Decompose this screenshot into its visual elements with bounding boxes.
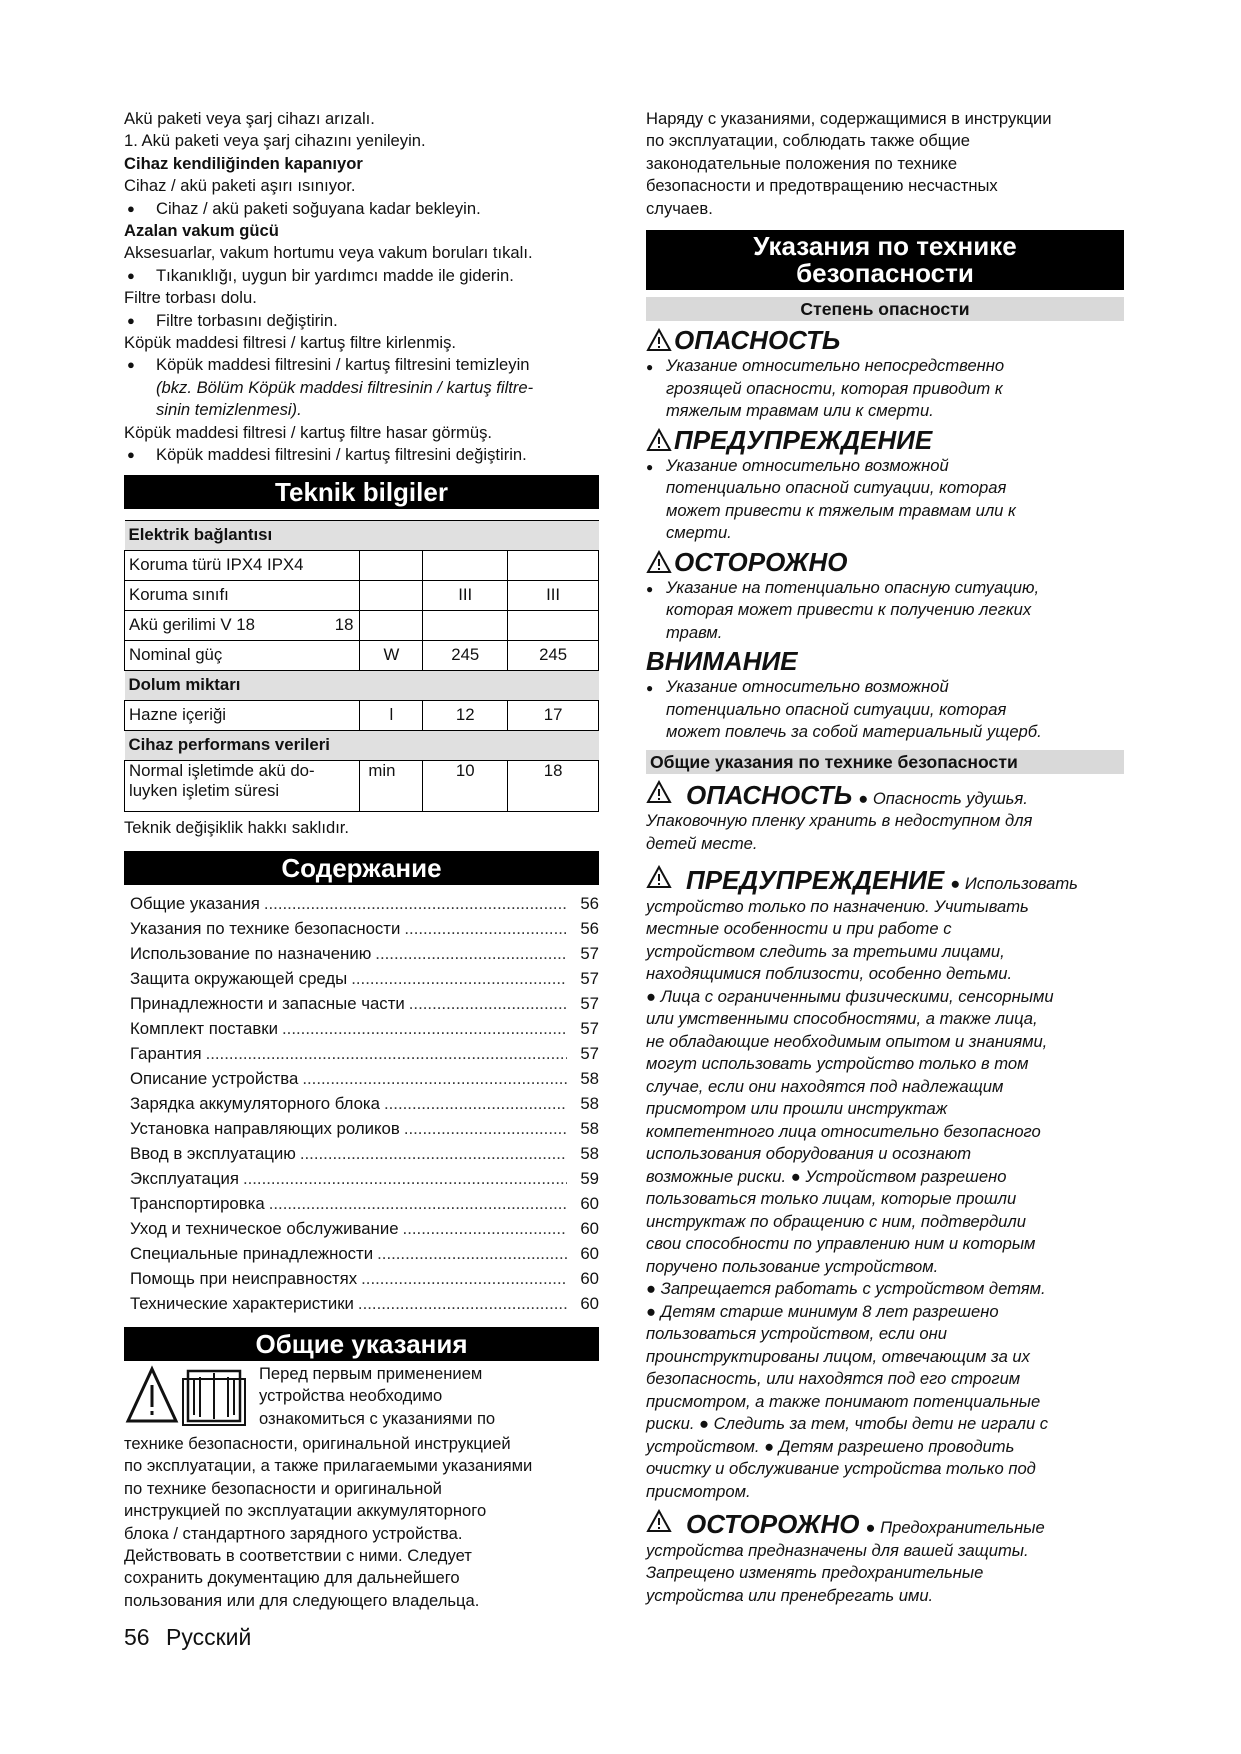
table-row — [125, 610, 599, 640]
caution-heading: ОСТОРОЖНО — [686, 1509, 860, 1540]
text-line: Действовать в соответствии с ними. Следует — [124, 1545, 472, 1565]
toc-page-number: 60 — [580, 1243, 599, 1263]
toc-entry — [124, 1091, 599, 1116]
read-manual-icons — [124, 1363, 259, 1433]
text-line: сохранить документацию для дальнейшего — [124, 1568, 460, 1588]
toc-leader-dots — [404, 1116, 567, 1141]
footer-language: Русский — [165, 1624, 252, 1650]
general-notes-intro-text — [259, 1363, 495, 1433]
hazard-level-heading: Степень опасности — [646, 297, 1124, 321]
toc-page-number: 57 — [580, 1043, 599, 1063]
toc-page-number: 57 — [580, 1018, 599, 1038]
text-line: не обладающие необходимым опытом и знаниями, — [646, 1031, 1048, 1051]
text-line: очистку и обслуживание устройства только под — [646, 1459, 1036, 1479]
text-line: возможные риски. ● Устройством разрешено — [646, 1166, 1007, 1186]
text-line: устройства предназначены для вашей защиты. — [646, 1540, 1029, 1560]
text-line: ● Указание относительно возможной — [646, 676, 1124, 699]
hazard-level — [646, 547, 1124, 645]
text-line: может привести к тяжелым травмам или к — [666, 500, 1016, 520]
toc-entry — [124, 916, 599, 941]
toc-page-number: 59 — [580, 1168, 599, 1188]
toc-entry — [124, 1016, 599, 1041]
text-line: ● Filtre torbasını değiştirin. — [124, 310, 599, 332]
text-line: безопасности и предотвращению несчастных — [646, 176, 998, 196]
text-line: безопасность, или находятся под его строгим — [646, 1369, 1021, 1389]
toc-page-number: 57 — [580, 993, 599, 1013]
toc-heading: Содержание — [124, 851, 599, 885]
text-line: Перед первым применением — [259, 1363, 483, 1383]
right-column — [646, 108, 1124, 1607]
table-row: Normal işletimde akü do- luyken işletim süresi min 10 18 — [125, 760, 599, 811]
warning-book-icon — [124, 1363, 254, 1429]
text-line: устройство только по назначению. Учитывать — [646, 896, 1029, 916]
tech-data-table — [124, 520, 599, 812]
toc-page-number: 56 — [580, 918, 599, 938]
safety-intro — [646, 108, 1124, 220]
toc-leader-dots — [264, 891, 567, 916]
toc-label: Указания по технике безопасности — [130, 918, 401, 938]
table-section: Elektrik bağlantısı — [125, 520, 599, 550]
text-line: устройством следить за третьими лицами, — [646, 941, 1005, 961]
text-line: пользоваться только лицам, которые прошли — [646, 1189, 1017, 1209]
text-line: устройством. ● Детям разрешено проводить — [646, 1436, 1015, 1456]
general-safety-heading: Общие указания по технике безопасности — [646, 750, 1124, 774]
text-line: Köpük maddesi filtresi / kartuş filtre kirlenmiş. — [124, 333, 456, 353]
hazard-level-name: ОПАСНОСТЬ — [674, 325, 841, 356]
text-line: по эксплуатации, а также прилагаемыми указаниями — [124, 1456, 533, 1476]
toc-entry — [124, 966, 599, 991]
text-line: по технике безопасности и оригинальной — [124, 1478, 442, 1498]
toc-leader-dots — [361, 1266, 567, 1291]
text-line: детей месте. — [646, 833, 758, 853]
text-line: могут использовать устройство только в том — [646, 1054, 1029, 1074]
text-line: пользоваться устройством, если они — [646, 1324, 947, 1344]
text-line: ● Köpük maddesi filtresini / kartuş filtresini temizleyin — [124, 354, 599, 376]
toc-leader-dots — [403, 1216, 567, 1241]
text-line: случаев. — [646, 198, 713, 218]
warning-heading: ПРЕДУПРЕЖДЕНИЕ — [686, 865, 945, 896]
toc-page-number: 57 — [580, 968, 599, 988]
toc-entry — [124, 1066, 599, 1091]
text-line: или умственными способностями, а также лица, — [646, 1009, 1038, 1029]
text-line: поручено пользование устройством. — [646, 1256, 939, 1276]
text-line: устройства необходимо — [259, 1386, 443, 1406]
text-line: присмотром. — [646, 1481, 751, 1501]
toc-entry — [124, 1241, 599, 1266]
table-row: Koruma türü IPX4 IPX4 — [125, 550, 599, 580]
safety-heading: Указания по технике безопасности — [646, 230, 1124, 290]
toc-entry — [124, 991, 599, 1016]
text-line: Köpük maddesi filtresi / kartuş filtre hasar görmüş. — [124, 422, 492, 442]
toc-page-number: 58 — [580, 1093, 599, 1113]
toc-label: Транспортировка — [130, 1193, 265, 1213]
text-line: по эксплуатации, соблюдать также общие — [646, 131, 970, 151]
toc-entry — [124, 1191, 599, 1216]
table-row: Koruma sınıfı III III — [125, 580, 599, 610]
text-line: ● Köpük maddesi filtresini / kartuş filtresini değiştirin. — [124, 444, 599, 466]
hazard-level-heading — [646, 646, 1124, 676]
section-title: Cihaz kendiliğinden kapanıyor — [124, 153, 363, 173]
danger-first-line: ● Опасность удушья. — [858, 788, 1028, 808]
toc-label: Специальные принадлежности — [130, 1243, 374, 1263]
text-line: Запрещено изменять предохранительные — [646, 1563, 984, 1583]
text-line: местные особенности и при работе с — [646, 919, 952, 939]
hazard-level-heading — [646, 547, 1124, 577]
toc-leader-dots — [409, 991, 567, 1016]
warning-block — [646, 865, 1124, 1503]
general-notes-heading: Общие указания — [124, 1327, 599, 1361]
tech-data-heading: Teknik bilgiler — [124, 475, 599, 509]
toc-label: Гарантия — [130, 1043, 202, 1063]
hazard-level — [646, 325, 1124, 423]
text-line: присмотром или прошли инструктаж — [646, 1099, 948, 1119]
toc-label: Защита окружающей среды — [130, 968, 348, 988]
tech-note: Teknik değişiklik hakkı saklıdır. — [124, 817, 350, 837]
general-notes-text — [124, 1433, 599, 1612]
text-line: Упаковочную пленку хранить в недоступном для — [646, 811, 1033, 831]
warning-triangle-icon — [646, 328, 674, 352]
text-line: потенциально опасной ситуации, которая — [666, 699, 1007, 719]
toc-label: Использование по назначению — [130, 943, 372, 963]
hazard-level-heading — [646, 425, 1124, 455]
toc-leader-dots — [375, 941, 567, 966]
toc-label: Установка направляющих роликов — [130, 1118, 400, 1138]
text-line: смерти. — [666, 523, 732, 543]
warning-triangle-icon — [646, 780, 672, 804]
text-line: использования оборудования и осознают — [646, 1144, 972, 1164]
text-line: технике безопасности, оригинальной инструкцией — [124, 1433, 511, 1453]
table-row: Nominal güç W 245 245 — [125, 640, 599, 670]
toc-label: Эксплуатация — [130, 1168, 239, 1188]
text-line: ознакомиться с указаниями по — [259, 1408, 496, 1428]
text-line: блока / стандартного зарядного устройства. — [124, 1523, 463, 1543]
table-of-contents — [124, 891, 599, 1316]
toc-entry — [124, 1166, 599, 1191]
text-line: ● Tıkanıklığı, uygun bir yardımcı madde ile giderin. — [124, 265, 599, 287]
toc-leader-dots — [351, 966, 567, 991]
danger-heading: ОПАСНОСТЬ — [686, 779, 853, 810]
toc-leader-dots — [206, 1041, 567, 1066]
text-line: пользования или для следующего владельца. — [124, 1590, 480, 1610]
hazard-level — [646, 646, 1124, 744]
text-line: потенциально опасной ситуации, которая — [666, 478, 1007, 498]
toc-leader-dots — [384, 1091, 567, 1116]
toc-label: Общие указания — [130, 893, 260, 913]
toc-label: Уход и техническое обслуживание — [130, 1218, 399, 1238]
text-line: Cihaz / akü paketi aşırı ısınıyor. — [124, 176, 356, 196]
toc-label: Комплект поставки — [130, 1018, 279, 1038]
toc-label: Технические характеристики — [130, 1293, 354, 1313]
toc-entry — [124, 1141, 599, 1166]
hazard-levels — [646, 325, 1124, 744]
page-number: 56 — [124, 1624, 150, 1650]
left-column — [124, 108, 599, 1612]
text-line: которая может привести к получению легких — [666, 600, 1032, 620]
text-line: устройства или пренебрегать ими. — [646, 1585, 934, 1605]
warning-triangle-icon — [646, 428, 674, 452]
toc-entry — [124, 1291, 599, 1316]
toc-page-number: 58 — [580, 1118, 599, 1138]
toc-label: Зарядка аккумуляторного блока — [130, 1093, 380, 1113]
row-extra-value: 18 — [334, 615, 354, 634]
warning-first-line: ● Использовать — [950, 874, 1078, 894]
toc-leader-dots — [302, 1066, 567, 1091]
text-line: ● Лица с ограниченными физическими, сенсорными — [646, 986, 1054, 1006]
toc-page-number: 57 — [580, 943, 599, 963]
text-line: свои способности по управлению ним и которым — [646, 1234, 1036, 1254]
text-line: инструкцией по эксплуатации аккумуляторного — [124, 1501, 487, 1521]
toc-label: Описание устройства — [130, 1068, 299, 1088]
text-line: случае, если они находятся под надлежащим — [646, 1076, 1004, 1096]
toc-page-number: 58 — [580, 1143, 599, 1163]
text-line: 1. Akü paketi veya şarj cihazını yenileyin. — [124, 131, 426, 151]
toc-page-number: 60 — [580, 1268, 599, 1288]
toc-entry — [124, 1041, 599, 1066]
toc-leader-dots — [269, 1191, 567, 1216]
toc-leader-dots — [377, 1241, 567, 1266]
text-line: ● Cihaz / akü paketi soğuyana kadar bekleyin. — [124, 198, 599, 220]
toc-label: Принадлежности и запасные части — [130, 993, 405, 1013]
toc-leader-dots — [243, 1166, 567, 1191]
text-line: присмотром, а также понимают потенциальные — [646, 1391, 1041, 1411]
toc-page-number: 60 — [580, 1218, 599, 1238]
text-line: риски. ● Следить за тем, чтобы дети не играли с — [646, 1414, 1049, 1434]
text-line: травм. — [666, 622, 723, 642]
text-line: законодательные положения по технике — [646, 153, 958, 173]
warning-triangle-icon — [646, 865, 672, 889]
table-row: Hazne içeriği l 12 17 — [125, 700, 599, 730]
text-line: Akü paketi veya şarj cihazı arızalı. — [124, 109, 375, 128]
text-line: проинструктированы лицом, отвечающим за их — [646, 1346, 1030, 1366]
toc-leader-dots — [282, 1016, 567, 1041]
danger-block — [646, 780, 1124, 856]
hazard-level-name: ПРЕДУПРЕЖДЕНИЕ — [674, 424, 933, 455]
toc-entry — [124, 1266, 599, 1291]
toc-entry — [124, 891, 599, 916]
text-line: тяжелым травмам или к смерти. — [666, 401, 934, 421]
text-line: компетентного лица относительно безопасного — [646, 1121, 1041, 1141]
section-title: Azalan vakum gücü — [124, 221, 279, 241]
text-line: ● Детям старше минимум 8 лет разрешено — [646, 1301, 999, 1321]
page-footer — [124, 1624, 251, 1651]
text-line: ● Указание на потенциально опасную ситуацию, — [646, 577, 1124, 600]
toc-page-number: 60 — [580, 1193, 599, 1213]
text-line: (bkz. Bölüm Köpük maddesi filtresinin / kartuş filtre- — [156, 377, 534, 397]
table-section: Cihaz performans verileri — [125, 730, 599, 760]
text-line: может повлечь за собой материальный ущерб. — [666, 722, 1042, 742]
toc-entry — [124, 1216, 599, 1241]
toc-page-number: 56 — [580, 893, 599, 913]
row-label: Akü gerilimi V 18 — [129, 615, 255, 634]
toc-page-number: 60 — [580, 1293, 599, 1313]
toc-entry — [124, 941, 599, 966]
general-notes-intro — [124, 1363, 599, 1433]
toc-label: Помощь при неисправностях — [130, 1268, 358, 1288]
hazard-level-name: ВНИМАНИЕ — [646, 646, 798, 677]
hazard-level — [646, 425, 1124, 545]
toc-label: Ввод в эксплуатацию — [130, 1143, 296, 1163]
text-line: Aksesuarlar, vakum hortumu veya vakum boruları tıkalı. — [124, 243, 533, 263]
toc-leader-dots — [404, 916, 567, 941]
caution-first-line: ● Предохранительные — [865, 1518, 1045, 1538]
text-line: ● Указание относительно возможной — [646, 455, 1124, 478]
text-line: sinin temizlenmesi). — [156, 400, 302, 420]
text-line: инструктаж по обращению с ним, подтвердили — [646, 1211, 1026, 1231]
text-line: ● Запрещается работать с устройством детям. — [646, 1279, 1046, 1299]
troubleshooting-list — [124, 108, 599, 467]
toc-page-number: 58 — [580, 1068, 599, 1088]
warning-triangle-icon — [646, 550, 674, 574]
toc-entry — [124, 1116, 599, 1141]
text-line: ● Указание относительно непосредственно — [646, 355, 1124, 378]
warning-triangle-icon — [646, 1509, 672, 1533]
hazard-level-name: ОСТОРОЖНО — [674, 546, 848, 577]
hazard-level-heading — [646, 325, 1124, 355]
toc-leader-dots — [358, 1291, 567, 1316]
table-section: Dolum miktarı — [125, 670, 599, 700]
toc-leader-dots — [300, 1141, 567, 1166]
text-line: находящимися поблизости, особенно детьми. — [646, 964, 1013, 984]
text-line: Filtre torbası dolu. — [124, 288, 257, 308]
text-line: грозящей опасности, которая приводит к — [666, 378, 1003, 398]
caution-block — [646, 1509, 1124, 1607]
text-line: Наряду с указаниями, содержащимися в инструкции — [646, 109, 1052, 128]
